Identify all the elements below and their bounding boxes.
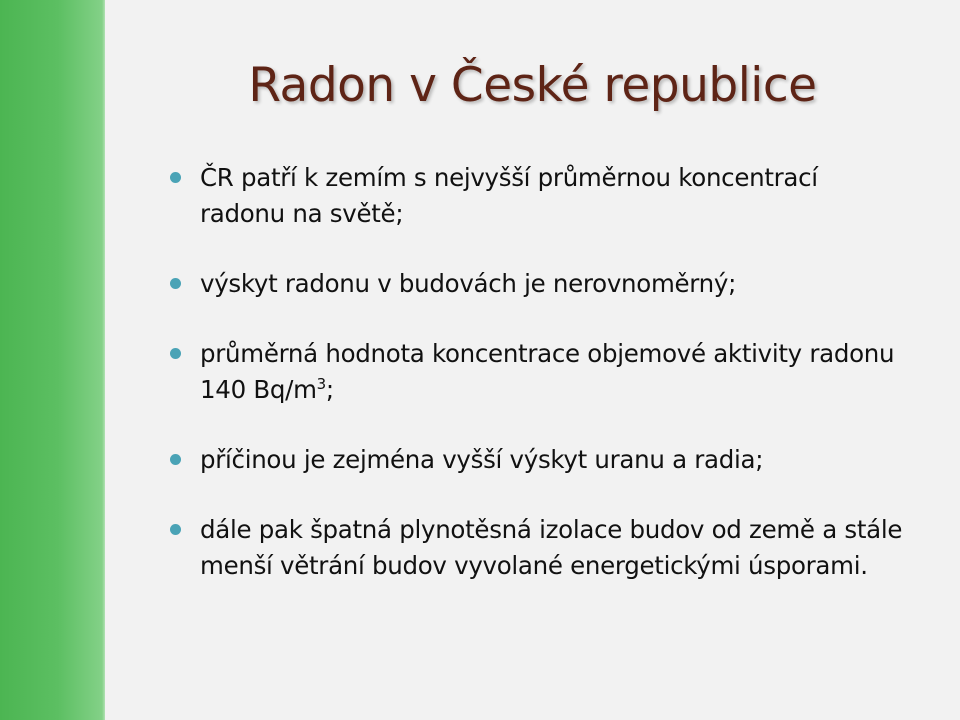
bullet-text: dále pak špatná plynotěsná izolace budov od země a stále menší větrání budov vyvolané energetickými úsporami. (200, 515, 903, 580)
bullet-item (170, 266, 910, 302)
bullet-superscript: 3 (316, 374, 326, 393)
bullet-dot-icon (170, 348, 181, 359)
bullet-text: výskyt radonu v budovách je nerovnoměrný; (200, 269, 737, 298)
bullet-text: průměrná hodnota koncentrace objemové aktivity radonu 140 Bq/m (200, 339, 895, 404)
bullet-dot-icon (170, 172, 181, 183)
bullet-text: ČR patří k zemím s nejvyšší průměrnou koncentrací radonu na světě; (200, 163, 818, 228)
bullet-dot-icon (170, 454, 181, 465)
bullet-list (170, 160, 910, 618)
bullet-item (170, 336, 910, 408)
bullet-item (170, 512, 910, 584)
bullet-item (170, 160, 910, 232)
bullet-text: příčinou je zejména vyšší výskyt uranu a radia; (200, 445, 764, 474)
bullet-dot-icon (170, 278, 181, 289)
bullet-suffix: ; (325, 375, 334, 404)
slide-title: Radon v České republice (248, 58, 817, 113)
bullet-item (170, 442, 910, 478)
bullet-dot-icon (170, 524, 181, 535)
green-side-bar (0, 0, 105, 720)
